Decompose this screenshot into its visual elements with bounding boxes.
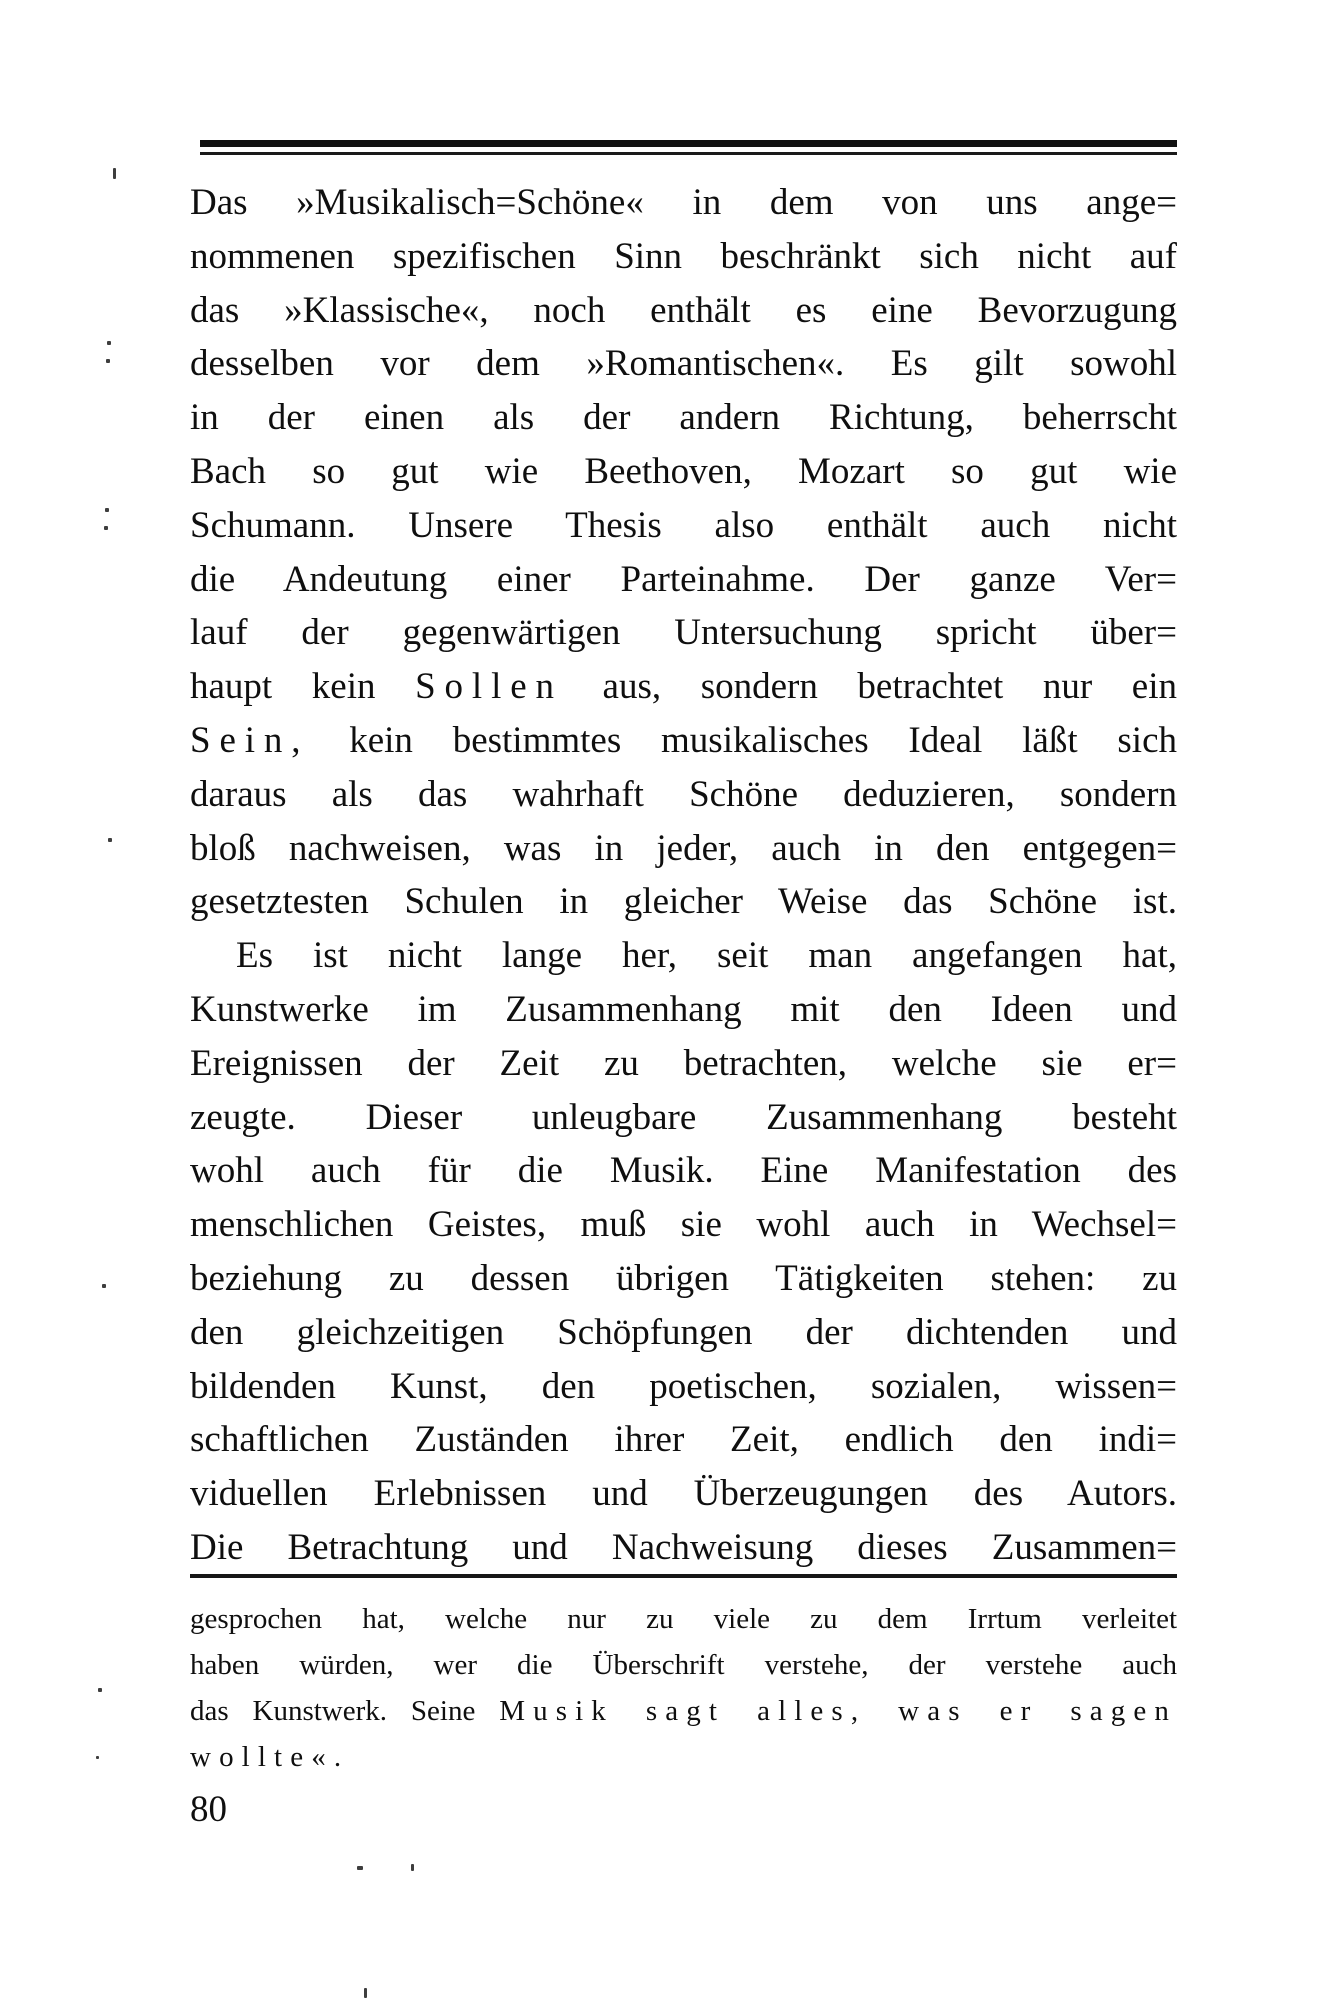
text-line bbox=[190, 284, 1177, 338]
text-line bbox=[190, 1198, 1177, 1252]
emphasized-text: Musik sagt alles, was er sagen bbox=[499, 1695, 1177, 1727]
text-line bbox=[190, 1688, 1177, 1734]
text-line bbox=[190, 1596, 1177, 1642]
text-segment: viduellen Erlebnissen und Überzeugungen des Autors. bbox=[190, 1473, 1177, 1515]
text-line bbox=[190, 660, 1177, 714]
footnote-separator-rule bbox=[190, 1574, 1177, 1578]
text-segment: bloß nachweisen, was in jeder, auch in den entgegen= bbox=[190, 827, 1177, 869]
text-segment: haupt kein bbox=[190, 666, 416, 708]
text-line bbox=[190, 1306, 1177, 1360]
text-line bbox=[190, 445, 1177, 499]
text-line bbox=[190, 1091, 1177, 1145]
text-segment: den gleichzeitigen Schöpfungen der dichtenden und bbox=[190, 1311, 1177, 1353]
text-segment: gesetztesten Schulen in gleicher Weise das Schöne ist. bbox=[190, 881, 1177, 923]
text-line bbox=[190, 1413, 1177, 1467]
text-segment: in der einen als der andern Richtung, beherrscht bbox=[190, 397, 1177, 439]
scan-speck bbox=[108, 838, 112, 842]
scan-speck bbox=[104, 526, 108, 530]
emphasized-text: Sein, bbox=[190, 719, 310, 761]
text-segment: zeugte. Dieser unleugbare Zusammenhang besteht bbox=[190, 1096, 1177, 1138]
text-line bbox=[190, 176, 1177, 230]
text-segment: wohl auch für die Musik. Eine Manifestation des bbox=[190, 1150, 1177, 1192]
text-segment: kein bestimmtes musikalisches Ideal läßt sich bbox=[309, 719, 1177, 761]
text-segment: menschlichen Geistes, muß sie wohl auch in Wechsel= bbox=[190, 1204, 1177, 1246]
text-segment: Bach so gut wie Beethoven, Mozart so gut wie bbox=[190, 450, 1177, 492]
text-segment: Kunstwerke im Zusammenhang mit den Ideen und bbox=[190, 988, 1177, 1030]
text-segment: das »Klassische«, noch enthält es eine Bevorzugung bbox=[190, 289, 1177, 331]
text-segment: aus, sondern betrachtet nur ein bbox=[562, 666, 1177, 708]
page-number: 80 bbox=[190, 1789, 227, 1830]
text-line bbox=[190, 1642, 1177, 1688]
text-segment: die Andeutung einer Parteinahme. Der ganze Ver= bbox=[190, 558, 1177, 600]
scan-speck bbox=[106, 359, 110, 363]
text-line bbox=[190, 499, 1177, 553]
text-segment: das Kunstwerk. Seine bbox=[190, 1695, 500, 1727]
scan-speck bbox=[98, 1688, 102, 1692]
text-segment: Die Betrachtung und Nachweisung dieses Zusammen= bbox=[190, 1526, 1177, 1568]
text-segment: daraus als das wahrhaft Schöne deduzieren, sondern bbox=[190, 773, 1177, 815]
scan-speck bbox=[105, 508, 109, 512]
text-line bbox=[190, 822, 1177, 876]
text-segment: beziehung zu dessen übrigen Tätigkeiten stehen: zu bbox=[190, 1257, 1177, 1299]
text-line bbox=[190, 1252, 1177, 1306]
text-line bbox=[190, 391, 1177, 445]
scan-speck bbox=[411, 1864, 414, 1871]
text-line bbox=[190, 714, 1177, 768]
text-segment: Ereignissen der Zeit zu betrachten, welche sie er= bbox=[190, 1042, 1177, 1084]
scan-speck bbox=[107, 341, 111, 345]
text-line bbox=[190, 1521, 1177, 1575]
text-line bbox=[190, 768, 1177, 822]
text-segment: gesprochen hat, welche nur zu viele zu dem Irrtum verleitet bbox=[190, 1603, 1177, 1635]
text-segment: desselben vor dem »Romantischen«. Es gilt sowohl bbox=[190, 343, 1177, 385]
emphasized-text: wollte«. bbox=[190, 1741, 350, 1773]
scan-speck bbox=[357, 1866, 363, 1870]
text-line bbox=[190, 553, 1177, 607]
text-segment: nommenen spezifischen Sinn beschränkt sich nicht auf bbox=[190, 235, 1177, 277]
scan-speck bbox=[113, 168, 116, 179]
text-line bbox=[190, 875, 1177, 929]
text-line bbox=[190, 1467, 1177, 1521]
text-segment: schaftlichen Zuständen ihrer Zeit, endlich den indi= bbox=[190, 1419, 1177, 1461]
text-line bbox=[190, 1360, 1177, 1414]
scan-speck bbox=[102, 1284, 106, 1288]
header-double-rule bbox=[200, 140, 1177, 155]
text-line bbox=[190, 230, 1177, 284]
text-segment: Schumann. Unsere Thesis also enthält auch nicht bbox=[190, 504, 1177, 546]
text-segment: lauf der gegenwärtigen Untersuchung spricht über= bbox=[190, 612, 1177, 654]
text-line bbox=[190, 606, 1177, 660]
text-segment: haben würden, wer die Überschrift verstehe, der verstehe auch bbox=[190, 1649, 1177, 1681]
footnote-text bbox=[190, 1596, 1177, 1780]
text-line bbox=[190, 1734, 1177, 1780]
text-segment: bildenden Kunst, den poetischen, sozialen, wissen= bbox=[190, 1365, 1177, 1407]
text-line bbox=[190, 983, 1177, 1037]
text-line bbox=[190, 929, 1177, 983]
text-line bbox=[190, 1037, 1177, 1091]
text-line bbox=[190, 1144, 1177, 1198]
body-text bbox=[190, 176, 1177, 1575]
scan-speck bbox=[96, 1756, 99, 1759]
text-segment: Das »Musikalisch=Schöne« in dem von uns ange= bbox=[190, 182, 1177, 223]
text-line bbox=[190, 337, 1177, 391]
scan-speck bbox=[364, 1988, 367, 1998]
emphasized-text: Sollen bbox=[415, 666, 563, 708]
text-segment: Es ist nicht lange her, seit man angefangen hat, bbox=[236, 935, 1177, 977]
